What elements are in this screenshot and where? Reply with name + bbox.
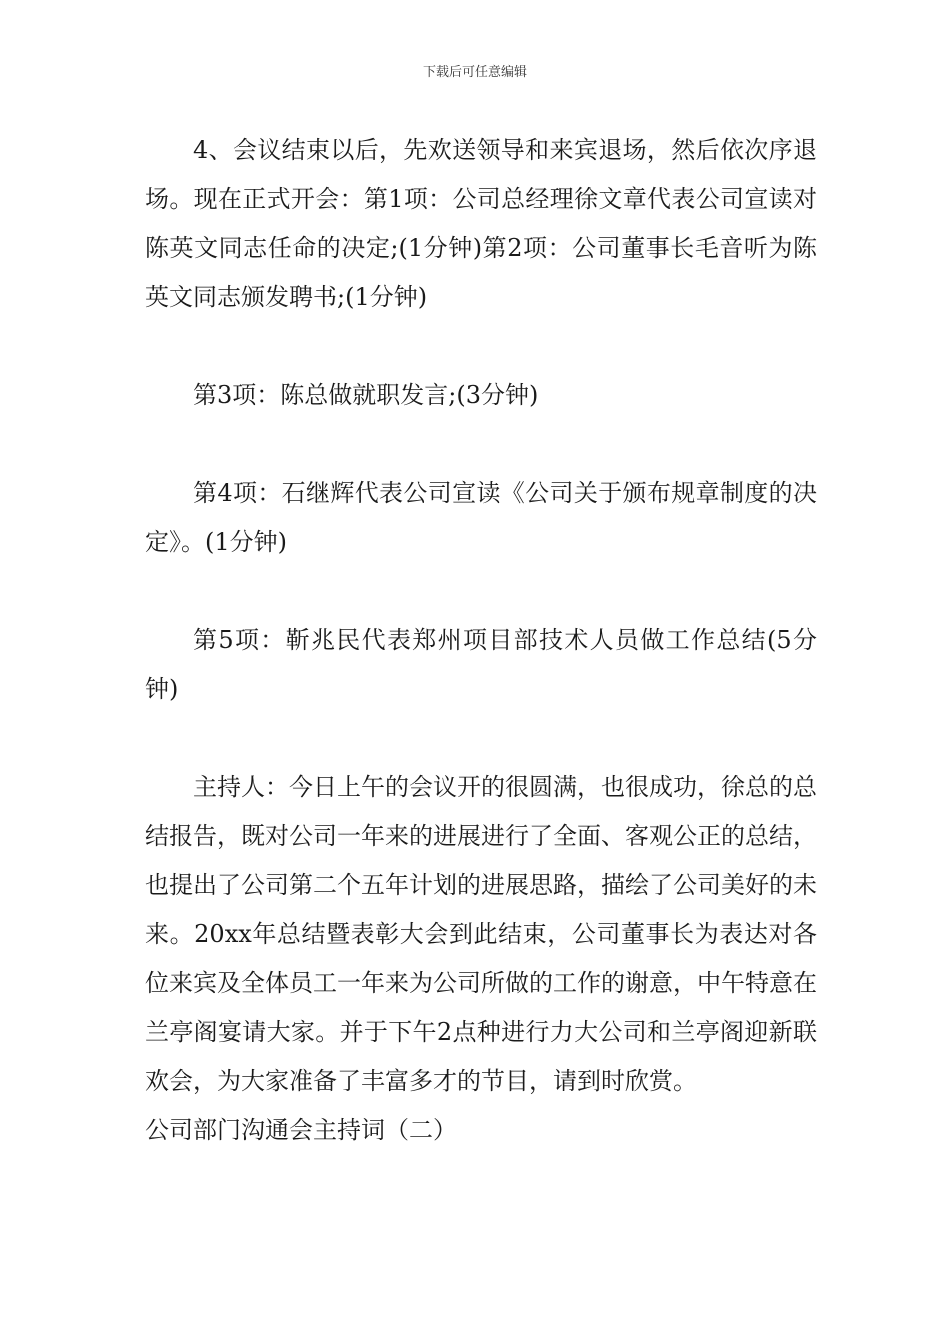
paragraph-item-4: 第4项：石继辉代表公司宣读《公司关于颁布规章制度的决定》。(1分钟) (145, 479, 817, 556)
paragraph-item-3: 第3项：陈总做就职发言;(3分钟) (193, 381, 539, 409)
page-header: 下载后可任意编辑 (422, 65, 527, 80)
document-body (145, 126, 817, 1155)
paragraph-item-5: 第5项：靳兆民代表郑州项目部技术人员做工作总结(5分钟) (145, 626, 817, 703)
section-title: 公司部门沟通会主持词（二） (145, 1116, 457, 1144)
paragraph-host-closing: 主持人：今日上午的会议开的很圆满，也很成功，徐总的总结报告，既对公司一年来的进展进行了全面、客观公正的总结，也提出了公司第二个五年计划的进展思路，描绘了公司美好的未来。20xx年总结暨表彰大会到此结束，公司董事长为表达对各位来宾及全体员工一年来为公司所做的工作的谢意，中午特意在兰亭阁宴请大家。并于下午2点种进行力大公司和兰亭阁迎新联欢会，为大家准备了丰富多才的节目，请到时欣赏。 (145, 773, 817, 1095)
paragraph-meeting-agenda: 4、会议结束以后，先欢送领导和来宾退场，然后依次序退场。现在正式开会：第1项：公司总经理徐文章代表公司宣读对陈英文同志任命的决定;(1分钟)第2项：公司董事长毛音听为陈英文同志颁发聘书;(1分钟) (145, 136, 817, 311)
